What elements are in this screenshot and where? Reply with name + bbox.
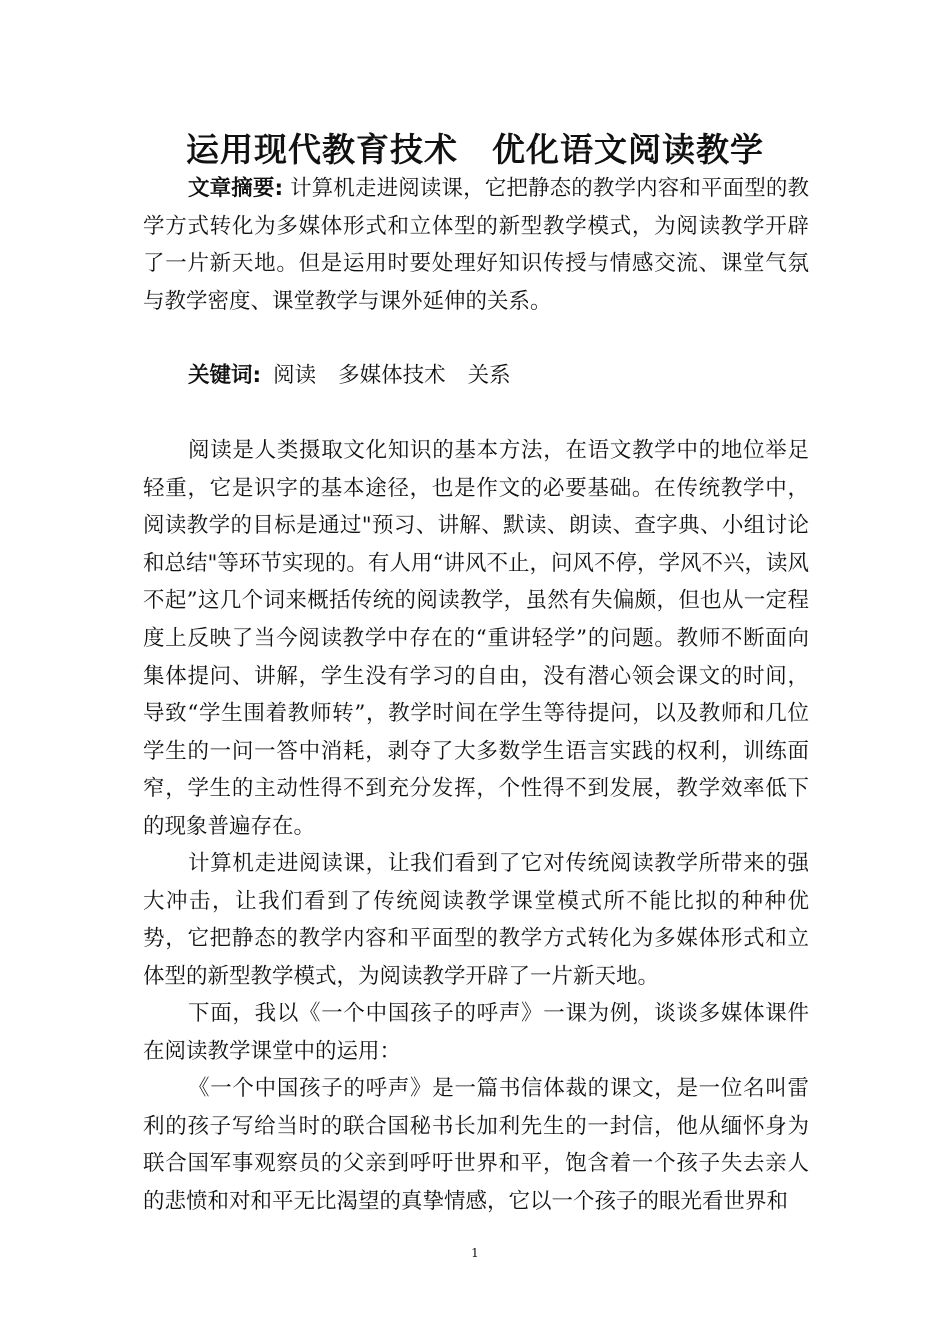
keywords-line [143,357,809,395]
keyword-item: 关系 [467,363,511,388]
body-paragraph: 下面，我以《一个中国孩子的呼声》一课为例，谈谈多媒体课件在阅读教学课堂中的运用： [143,1001,809,1064]
body-paragraph: 阅读是人类摄取文化知识的基本方法，在语文教学中的地位举足轻重，它是识字的基本途径，也是作文的必要基础。在传统教学中，阅读教学的目标是通过"预习、讲解、默读、朗读、查字典、小组讨论和总结"等环节实现的。有人用“讲风不止，问风不停，学风不兴，读风不起”这几个词来概括传统的阅读教学，虽然有失偏颇，但也从一定程度上反映了当今阅读教学中存在的“重讲轻学”的问题。教师不断面向集体提问、讲解，学生没有学习的自由，没有潜心领会课文的时间，导致“学生围着教师转”，教学时间在学生等待提问，以及教师和几位学生的一问一答中消耗，剥夺了大多数学生语言实践的权利，训练面窄，学生的主动性得不到充分发挥，个性得不到发展，教学效率低下的现象普遍存在。 [143,438,809,839]
abstract-text: 计算机走进阅读课，它把静态的教学内容和平面型的教学方式转化为多媒体形式和立体型的新型教学模式，为阅读教学开辟了一片新天地。但是运用时要处理好知识传授与情感交流、课堂气氛与教学密度、课堂教学与课外延伸的关系。 [143,176,809,314]
body-paragraph: 计算机走进阅读课，让我们看到了它对传统阅读教学所带来的强大冲击，让我们看到了传统阅读教学课堂模式所不能比拟的种种优势，它把静态的教学内容和平面型的教学方式转化为多媒体形式和立体型的新型教学模式，为阅读教学开辟了一片新天地。 [143,851,809,989]
body-paragraph: 《一个中国孩子的呼声》是一篇书信体裁的课文，是一位名叫雷利的孩子写给当时的联合国秘书长加利先生的一封信，他从缅怀身为联合国军事观察员的父亲到呼吁世界和平，饱含着一个孩子失去亲人的悲愤和对和平无比渴望的真挚情感，它以一个孩子的眼光看世界和 [143,1076,809,1214]
abstract-label: 文章摘要: [188,176,284,201]
document-title: 运用现代教育技术 优化语文阅读教学 [186,130,764,169]
page-number: 1 [471,1246,479,1260]
keywords-label: 关键词: [188,363,262,388]
abstract-paragraph [143,170,809,320]
keyword-item: 阅读 [273,363,317,388]
keyword-item: 多媒体技术 [338,363,446,388]
